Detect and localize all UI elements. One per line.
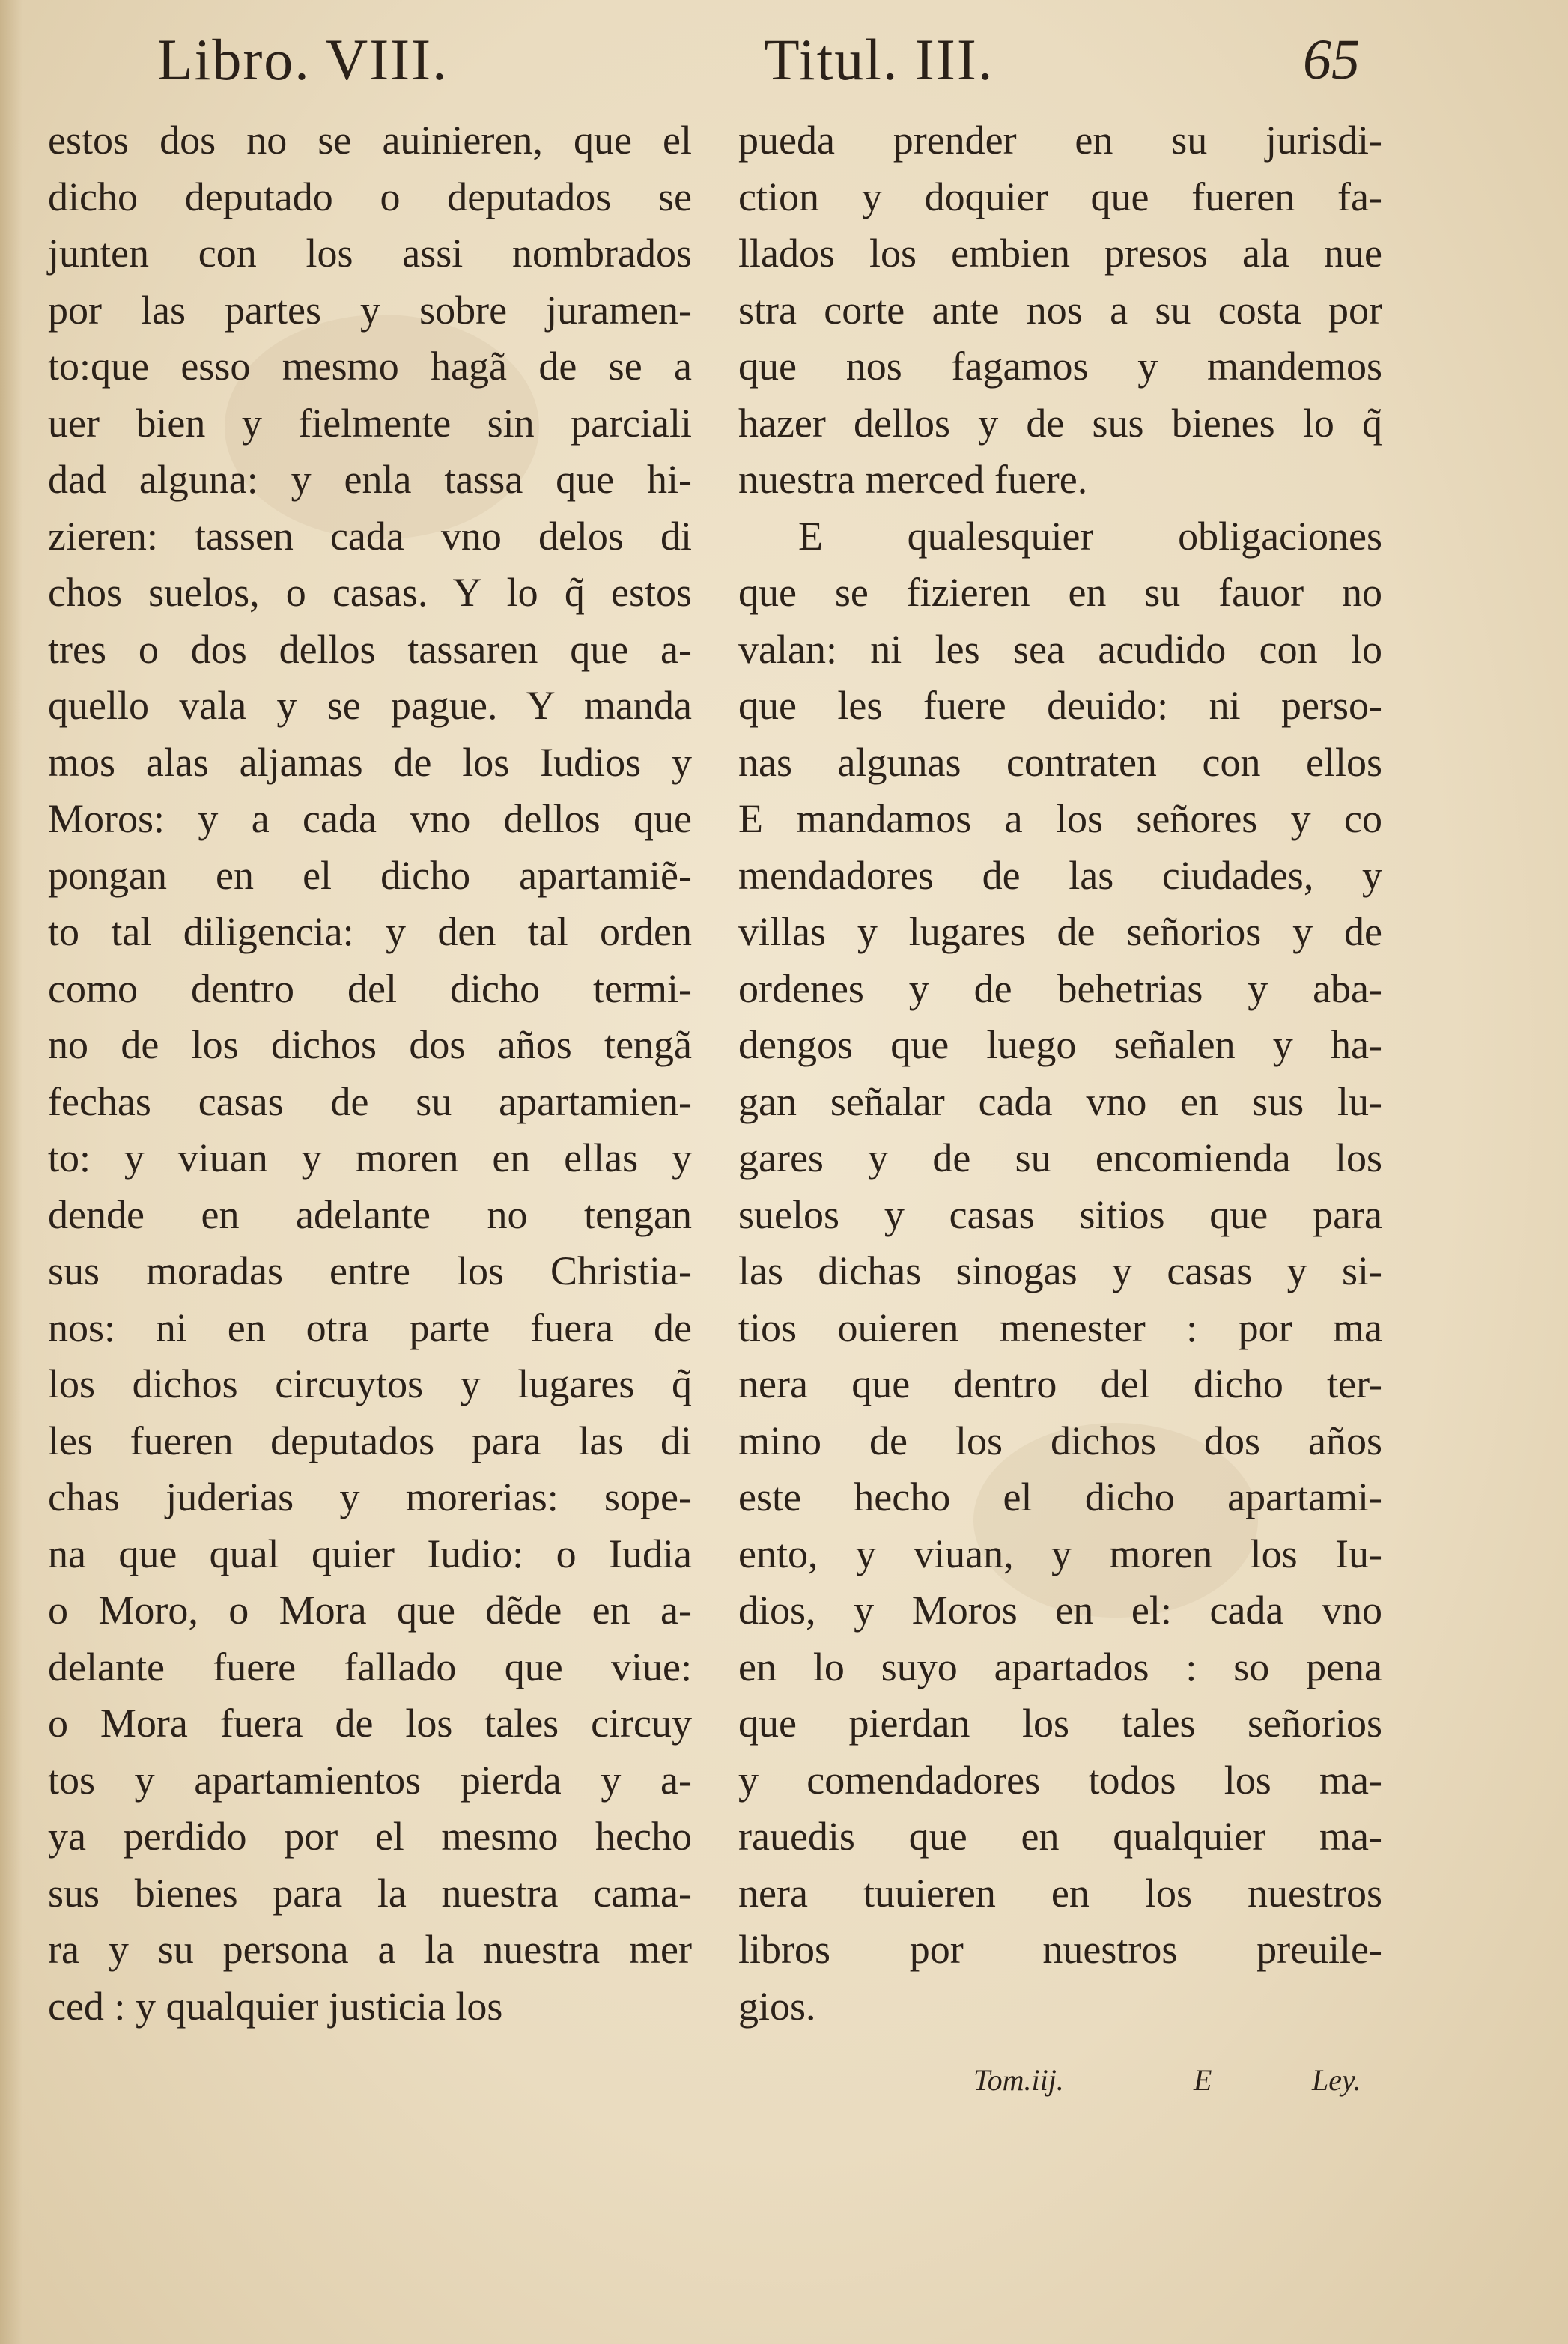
text-line: ced : y qualquier justicia los <box>48 1983 503 2029</box>
text-line: dad alguna: y enla tassa que hi- <box>48 457 692 502</box>
text-line: Moros: y a cada vno dellos que <box>48 796 692 841</box>
signature-mark: E <box>1194 2063 1212 2097</box>
text-line: como dentro del dicho termi- <box>48 965 692 1011</box>
text-line: nera tuuieren en los nuestros <box>738 1870 1382 1916</box>
text-line: que les fuere deuido: ni perso- <box>738 683 1382 728</box>
text-line: dicho deputado o deputados se <box>48 174 692 219</box>
text-line: quello vala y se pague. Y manda <box>48 683 692 728</box>
text-line: pueda prender en su jurisdi- <box>738 118 1382 163</box>
text-line: estos dos no se auinieren, que el <box>48 118 692 163</box>
text-line: que nos fagamos y mandemos <box>738 344 1382 389</box>
text-line: mino de los dichos dos años <box>738 1418 1382 1463</box>
text-line: uer bien y fielmente sin parciali <box>48 400 692 446</box>
text-line: pongan en el dicho apartamiẽ- <box>48 852 692 898</box>
running-header <box>0 22 1568 97</box>
text-line: suelos y casas sitios que para <box>738 1191 1382 1237</box>
text-line: dende en adelante no tengan <box>48 1191 692 1237</box>
text-line: ordenes y de behetrias y aba- <box>738 965 1382 1011</box>
catchword: Ley. <box>1312 2063 1361 2097</box>
text-line: en lo suyo apartados : so pena <box>738 1644 1382 1689</box>
text-line: mendadores de las ciudades, y <box>738 852 1382 898</box>
text-line: mos alas aljamas de los Iudios y <box>48 739 692 785</box>
text-line: gares y de su encomienda los <box>738 1135 1382 1180</box>
text-line: sus bienes para la nuestra cama- <box>48 1870 692 1916</box>
text-line: nera que dentro del dicho ter- <box>738 1361 1382 1406</box>
text-line: que pierdan los tales señorios <box>738 1701 1382 1746</box>
text-line: tos y apartamientos pierda y a- <box>48 1757 692 1803</box>
text-line: junten con los assi nombrados <box>48 231 692 276</box>
text-line: los dichos circuytos y lugares q̃ <box>48 1361 692 1406</box>
text-line: to:que esso mesmo hagã de se a <box>48 344 692 389</box>
text-line: E qualesquier obligaciones <box>798 513 1382 559</box>
text-line: gios. <box>738 1983 816 2029</box>
text-line: tres o dos dellos tassaren que a- <box>48 626 692 672</box>
text-line: to tal diligencia: y den tal orden <box>48 909 692 954</box>
text-line: na que qual quier Iudio: o Iudia <box>48 1531 692 1576</box>
text-line: rauedis que en qualquier ma- <box>738 1814 1382 1859</box>
catchword-line <box>0 2058 1568 2103</box>
text-line: y comendadores todos los ma- <box>738 1757 1382 1803</box>
text-line: chos suelos, o casas. Y lo q̃ estos <box>48 570 692 615</box>
text-line: libros por nuestros preuile- <box>738 1927 1382 1972</box>
text-line: ction y doquier que fueren fa- <box>738 174 1382 219</box>
text-line: ento, y viuan, y moren los Iu- <box>738 1531 1382 1576</box>
text-line: por las partes y sobre juramen- <box>48 287 692 333</box>
right-text-column <box>738 112 1382 2035</box>
text-line: las dichas sinogas y casas y si- <box>738 1248 1382 1293</box>
text-line: fechas casas de su apartamien- <box>48 1078 692 1124</box>
page-number: 65 <box>1303 28 1360 91</box>
text-line: nas algunas contraten con ellos <box>738 739 1382 785</box>
left-text-column <box>48 112 692 2035</box>
page-gutter-shadow <box>0 0 22 2344</box>
text-line: llados los embien presos ala nue <box>738 231 1382 276</box>
text-line: zieren: tassen cada vno delos di <box>48 513 692 559</box>
text-line: ra y su persona a la nuestra mer <box>48 1927 692 1972</box>
text-line: villas y lugares de señorios y de <box>738 909 1382 954</box>
text-line: dios, y Moros en el: cada vno <box>738 1588 1382 1633</box>
text-line: tios ouieren menester : por ma <box>738 1305 1382 1350</box>
text-line: dengos que luego señalen y ha- <box>738 1022 1382 1067</box>
text-line: stra corte ante nos a su costa por <box>738 287 1382 333</box>
text-line: to: y viuan y moren en ellas y <box>48 1135 692 1180</box>
text-line: valan: ni les sea acudido con lo <box>738 626 1382 672</box>
text-line: ya perdido por el mesmo hecho <box>48 1814 692 1859</box>
text-line: no de los dichos dos años tengã <box>48 1022 692 1067</box>
text-line: este hecho el dicho apartami- <box>738 1475 1382 1519</box>
text-line: chas juderias y morerias: sope- <box>48 1475 692 1519</box>
text-line: nuestra merced fuere. <box>738 457 1088 502</box>
text-line: E mandamos a los señores y co <box>738 796 1382 841</box>
text-line: o Moro, o Mora que dẽde en a- <box>48 1588 692 1633</box>
header-title: Titul. III. <box>764 27 994 92</box>
text-line: que se fizieren en su fauor no <box>738 570 1382 615</box>
text-line: hazer dellos y de sus bienes lo q̃ <box>738 400 1382 446</box>
text-line: o Mora fuera de los tales circuy <box>48 1701 692 1746</box>
text-line: sus moradas entre los Christia- <box>48 1248 692 1293</box>
text-line: delante fuere fallado que viue: <box>48 1644 692 1689</box>
header-book: Libro. VIII. <box>157 27 449 92</box>
text-line: nos: ni en otra parte fuera de <box>48 1305 692 1350</box>
text-line: gan señalar cada vno en sus lu- <box>738 1078 1382 1124</box>
text-line: les fueren deputados para las di <box>48 1418 692 1463</box>
volume-mark: Tom.iij. <box>973 2063 1064 2097</box>
